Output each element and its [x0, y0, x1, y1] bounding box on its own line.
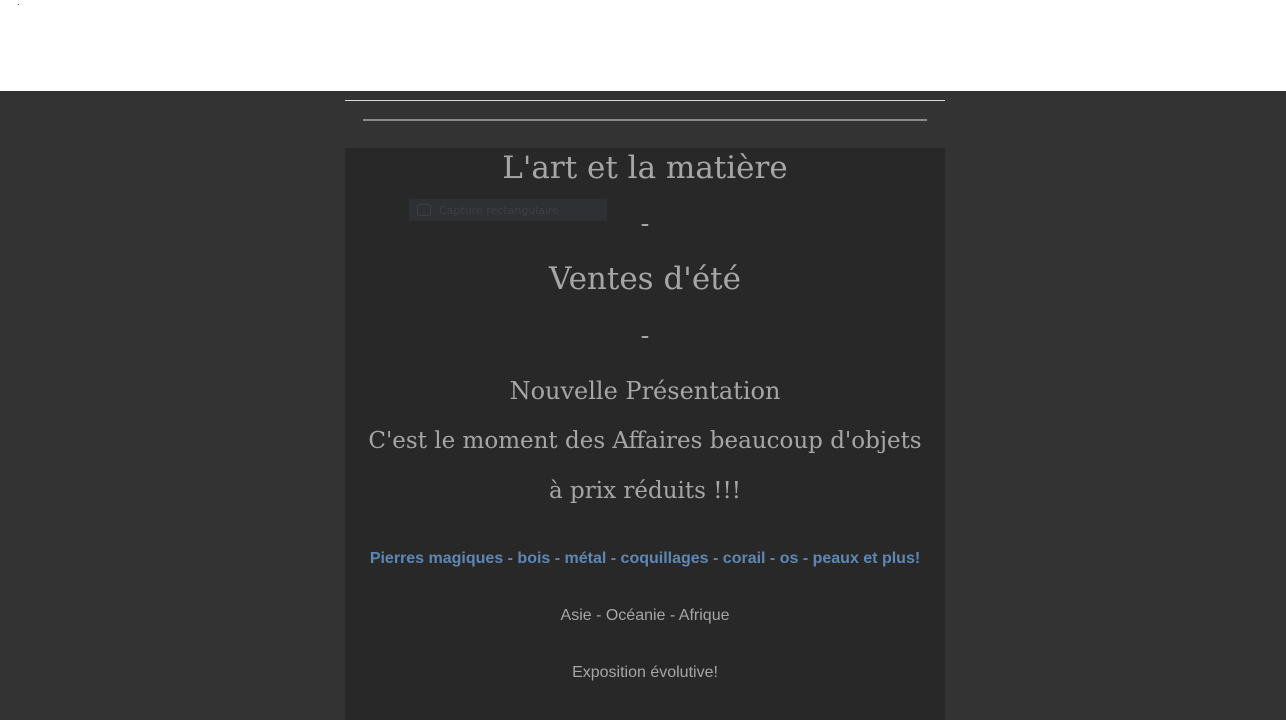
- capture-tooltip-label: Capture rectangulaire: [439, 203, 560, 217]
- top-banner: [0, 0, 1286, 91]
- top-link-dot[interactable]: .: [17, 0, 20, 8]
- separator-2: -: [640, 321, 650, 351]
- secondary-divider: [363, 119, 927, 121]
- top-divider: [345, 100, 945, 101]
- exposition-text: Exposition évolutive!: [572, 664, 718, 681]
- page-title: L'art et la matière: [502, 150, 788, 186]
- materials-list: Pierres magiques - bois - métal - coquillages - corail - os - peaux et plus!: [369, 550, 921, 567]
- new-presentation-heading: Nouvelle Présentation: [509, 377, 781, 405]
- sale-announcement: C'est le moment des Affaires beaucoup d'objets à prix réduits !!!: [368, 428, 922, 504]
- summer-sales-heading: Ventes d'été: [549, 261, 741, 297]
- regions-text: Asie - Océanie - Afrique: [560, 607, 730, 624]
- separator-1: -: [640, 209, 650, 239]
